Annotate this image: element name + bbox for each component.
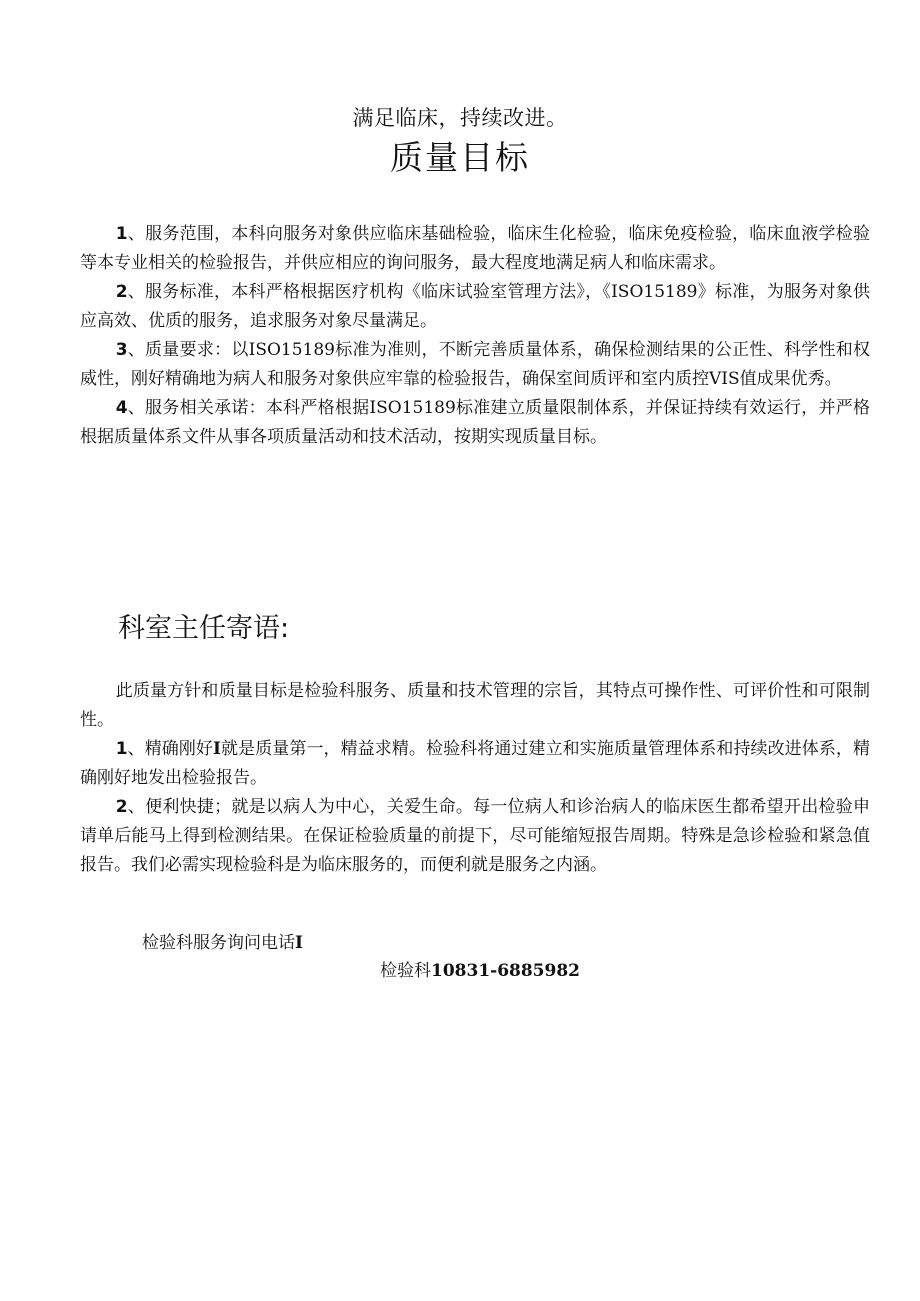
goal-item xyxy=(80,336,870,394)
goal-number: 4 xyxy=(115,398,128,418)
message-text: 就是质量第一，精益求精。检验科将通过建立和实施质量管理体系和持续改进体系，精确刚好地发出检验报告。 xyxy=(80,739,871,788)
message-mark: I xyxy=(213,739,221,759)
contact-label-mark: I xyxy=(295,933,303,953)
message-intro: 此质量方针和质量目标是检验科服务、质量和技术管理的宗旨，其特点可操作性、可评价性和可限制性。 xyxy=(80,681,870,730)
goal-text: 、服务相关承诺：本科严格根据ISO15189标准建立质量限制体系，并保证持续有效运行，并严格根据质量体系文件从事各项质量活动和技术活动，按期实现质量目标。 xyxy=(80,398,870,447)
goal-text: 、质量要求：以ISO15189标准为准则，不断完善质量体系，确保检测结果的公正性、科学性和权威性，刚好精确地为病人和服务对象供应牢靠的检验报告，确保室间质评和室内质控VIS值成果优秀。 xyxy=(80,340,870,389)
director-message-body xyxy=(80,677,870,880)
contact-dept: 检验科 xyxy=(380,961,431,981)
goal-number: 1 xyxy=(115,224,128,244)
message-number: 1 xyxy=(115,739,128,759)
message-item xyxy=(80,793,870,880)
goal-text: 、服务范围，本科向服务对象供应临床基础检验，临床生化检验，临床免疫检验，临床血液学检验等本专业相关的检验报告，并供应相应的询问服务，最大程度地满足病人和临床需求。 xyxy=(80,224,870,273)
message-lead: 、精确刚好 xyxy=(127,739,214,759)
message-number: 2 xyxy=(115,797,128,817)
goal-number: 3 xyxy=(115,340,128,360)
contact-label-text: 检验科服务询问电话 xyxy=(142,933,295,953)
page-title: 质量目标 xyxy=(390,138,530,177)
goal-item xyxy=(80,394,870,452)
contact-phone xyxy=(380,956,580,981)
phone-number: 10831-6885982 xyxy=(431,961,580,981)
goal-item xyxy=(80,220,870,278)
director-message-heading: 科室主任寄语: xyxy=(118,613,290,644)
slogan: 满足临床，持续改进。 xyxy=(352,106,568,130)
goal-number: 2 xyxy=(115,282,128,302)
quality-goals-list xyxy=(80,220,870,452)
goal-text: 、服务标准，本科严格根据医疗机构《临床试验室管理方法》，《ISO15189》标准，为服务对象供应高效、优质的服务，追求服务对象尽量满足。 xyxy=(80,282,870,331)
contact-label xyxy=(142,928,303,953)
goal-item xyxy=(80,278,870,336)
message-item xyxy=(80,735,870,793)
message-lead: 、便利快捷；就是以病人为中心，关爱生命。每一位病人和诊治病人的临床医生都希望开出检验申请单后能马上得到检测结果。在保证检验质量的前提下，尽可能缩短报告周期。特殊是急诊检验和紧急值报告。我们必需实现检验科是为临床服务的，而便利就是服务之内涵。 xyxy=(80,797,870,875)
